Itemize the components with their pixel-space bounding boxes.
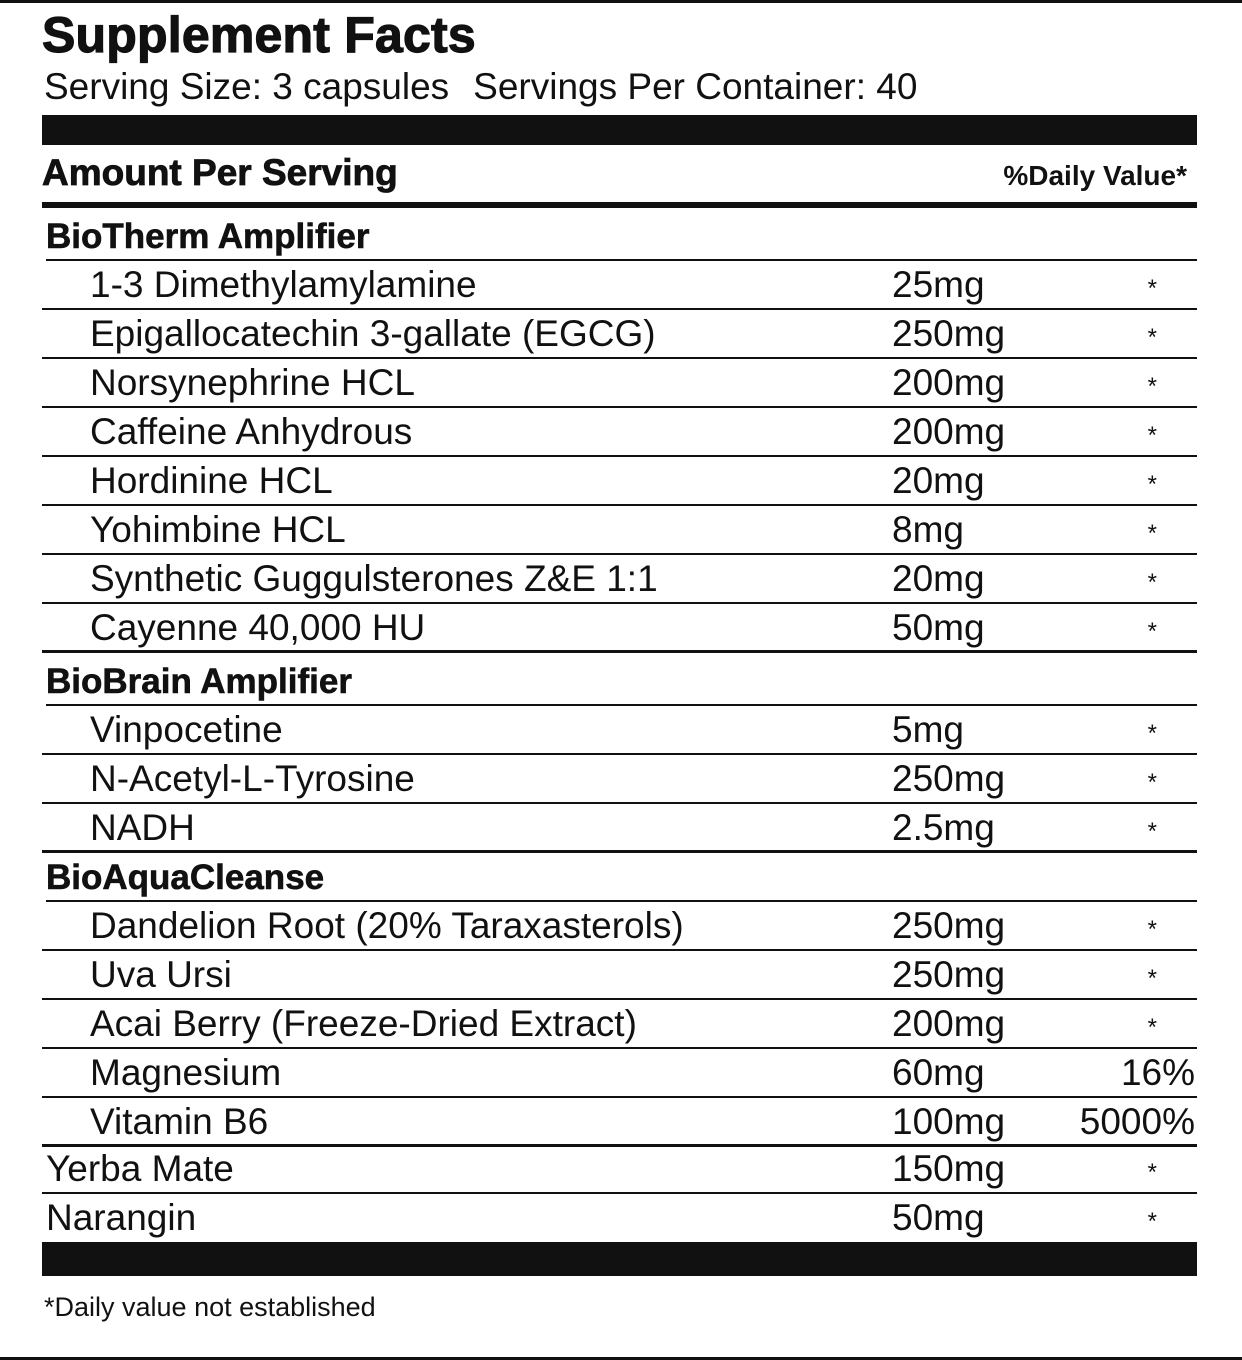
ingredient-row xyxy=(42,457,1197,506)
ingredient-row xyxy=(42,1000,1197,1049)
ingredient-amount: 250mg xyxy=(892,758,1006,799)
ingredient-name: Vitamin B6 xyxy=(90,1101,269,1142)
ingredient-name: Magnesium xyxy=(90,1052,282,1093)
ingredient-daily-value: * xyxy=(1147,324,1157,351)
ingredient-row xyxy=(42,1194,1197,1243)
ingredient-name: Dandelion Root (20% Taraxasterols) xyxy=(90,905,684,946)
ingredient-name: N-Acetyl-L-Tyrosine xyxy=(90,758,415,799)
ingredient-amount: 250mg xyxy=(892,313,1006,354)
ingredient-daily-value: * xyxy=(1147,275,1157,302)
ingredient-amount: 200mg xyxy=(892,411,1006,452)
ingredient-name: Norsynephrine HCL xyxy=(90,362,415,403)
ingredient-row xyxy=(42,1049,1197,1098)
ingredient-name: 1-3 Dimethylamylamine xyxy=(90,264,477,305)
ingredient-row xyxy=(42,951,1197,1000)
ingredient-amount: 20mg xyxy=(892,558,985,599)
section-heading-biobrain xyxy=(46,657,1197,706)
section-heading-biotherm xyxy=(46,212,1197,261)
daily-value-header: %Daily Value* xyxy=(1003,160,1187,191)
ingredient-row xyxy=(42,706,1197,755)
ingredient-amount: 100mg xyxy=(892,1101,1006,1142)
ingredient-amount: 200mg xyxy=(892,362,1006,403)
ingredient-row xyxy=(42,902,1197,951)
section-heading-bioaquacleanse xyxy=(46,853,1197,902)
ingredient-name: Vinpocetine xyxy=(90,709,283,750)
ingredient-row xyxy=(42,555,1197,604)
ingredient-daily-value: * xyxy=(1147,373,1157,400)
ingredient-name: Epigallocatechin 3-gallate (EGCG) xyxy=(90,313,656,354)
section-heading-label: BioBrain Amplifier xyxy=(46,662,352,701)
ingredient-row xyxy=(42,408,1197,457)
ingredient-name: Uva Ursi xyxy=(90,954,232,995)
ingredient-daily-value: * xyxy=(1147,1208,1157,1235)
ingredient-name: Yohimbine HCL xyxy=(90,509,346,550)
ingredient-name: Hordinine HCL xyxy=(90,460,333,501)
ingredient-daily-value: 5000% xyxy=(1079,1101,1195,1142)
footnote: *Daily value not established xyxy=(44,1292,376,1322)
ingredient-name: Narangin xyxy=(46,1197,197,1238)
ingredient-row xyxy=(42,755,1197,804)
ingredient-daily-value: * xyxy=(1147,720,1157,747)
ingredient-amount: 8mg xyxy=(892,509,964,550)
ingredient-amount: 250mg xyxy=(892,905,1006,946)
ingredient-daily-value: * xyxy=(1147,471,1157,498)
ingredient-amount: 150mg xyxy=(892,1148,1006,1189)
thick-divider-top xyxy=(42,115,1197,145)
ingredient-daily-value: 16% xyxy=(1120,1052,1195,1093)
serving-info xyxy=(44,66,917,108)
ingredient-daily-value: * xyxy=(1147,916,1157,943)
ingredient-amount: 250mg xyxy=(892,954,1006,995)
ingredient-daily-value: * xyxy=(1147,618,1157,645)
ingredient-row xyxy=(42,506,1197,555)
frame-top-border xyxy=(0,0,1242,3)
ingredient-name: Cayenne 40,000 HU xyxy=(90,607,426,648)
servings-per-container: Servings Per Container: 40 xyxy=(473,66,918,107)
ingredient-row xyxy=(42,261,1197,310)
ingredient-amount: 50mg xyxy=(892,607,985,648)
ingredient-row xyxy=(42,804,1197,853)
ingredient-amount: 60mg xyxy=(892,1052,985,1093)
panel-title: Supplement Facts xyxy=(42,7,476,63)
ingredient-name: Synthetic Guggulsterones Z&E 1:1 xyxy=(90,558,658,599)
ingredient-name: Yerba Mate xyxy=(46,1148,234,1189)
ingredient-amount: 25mg xyxy=(892,264,985,305)
ingredient-amount: 50mg xyxy=(892,1197,985,1238)
ingredient-amount: 5mg xyxy=(892,709,964,750)
ingredient-daily-value: * xyxy=(1147,965,1157,992)
amount-per-serving-header: Amount Per Serving xyxy=(42,152,398,193)
ingredient-row xyxy=(42,359,1197,408)
ingredient-row xyxy=(42,1145,1197,1194)
ingredient-daily-value: * xyxy=(1147,769,1157,796)
section-heading-label: BioAquaCleanse xyxy=(46,858,325,897)
ingredient-daily-value: * xyxy=(1147,1159,1157,1186)
serving-size: Serving Size: 3 capsules xyxy=(44,66,450,107)
ingredient-daily-value: * xyxy=(1147,818,1157,845)
section-heading-label: BioTherm Amplifier xyxy=(46,217,370,256)
ingredient-daily-value: * xyxy=(1147,569,1157,596)
ingredient-row xyxy=(42,310,1197,359)
ingredient-daily-value: * xyxy=(1147,1014,1157,1041)
ingredient-daily-value: * xyxy=(1147,520,1157,547)
ingredient-row xyxy=(42,1098,1197,1147)
ingredient-amount: 2.5mg xyxy=(892,807,995,848)
ingredient-name: NADH xyxy=(90,807,195,848)
ingredient-name: Caffeine Anhydrous xyxy=(90,411,413,452)
ingredient-name: Acai Berry (Freeze-Dried Extract) xyxy=(90,1003,637,1044)
ingredient-amount: 20mg xyxy=(892,460,985,501)
thick-divider-bottom xyxy=(42,1242,1197,1276)
ingredient-daily-value: * xyxy=(1147,422,1157,449)
ingredient-amount: 200mg xyxy=(892,1003,1006,1044)
ingredient-row xyxy=(42,604,1197,653)
header-divider xyxy=(42,202,1197,208)
